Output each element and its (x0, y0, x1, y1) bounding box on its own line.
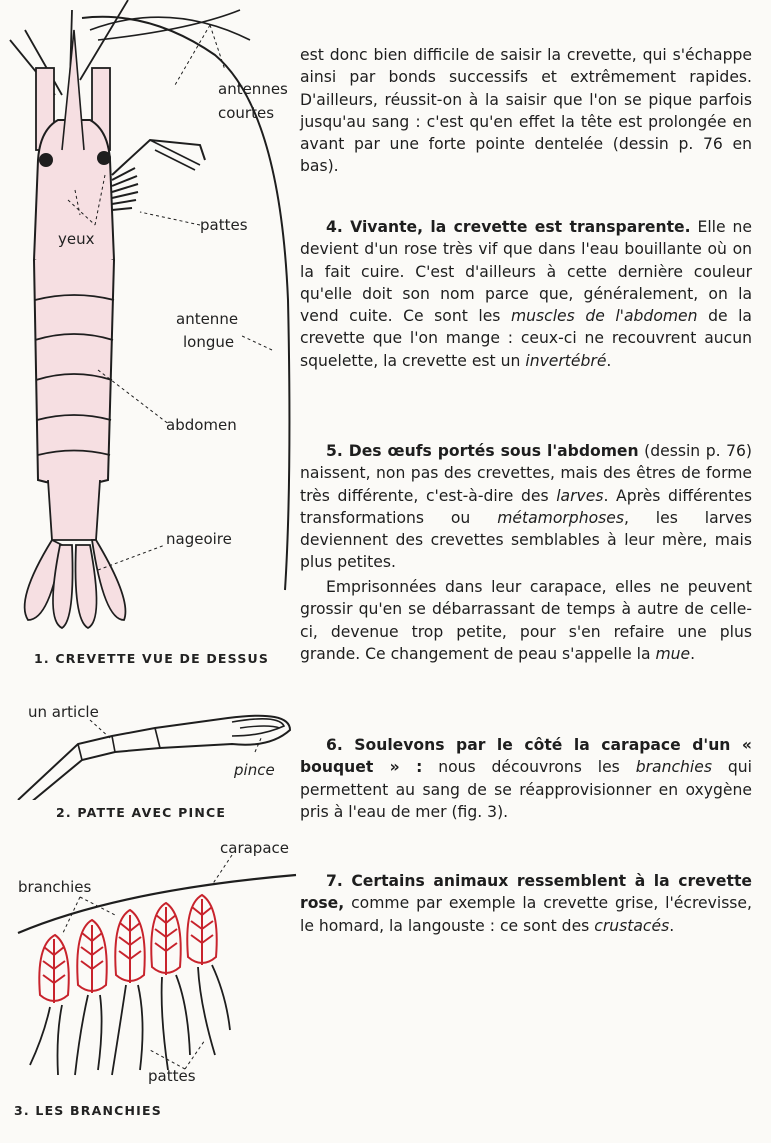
figure-gills (0, 835, 300, 1100)
label-antennes-courtes-1: antennes (218, 80, 288, 98)
label-abdomen: abdomen (166, 416, 237, 434)
front-leg (112, 140, 205, 175)
paragraph-5b: Emprisonnées dans leur carapace, elles ne peuvent grossir qu'en se débarrassant de temps à autre de celle-ci, devenue trop petite, pour s'en refaire une plus grande. Ce changement de peau s'appelle la mue. (300, 578, 752, 663)
paragraph-7: 7. Certains animaux ressemblent à la crevette rose, comme par exemple la crevette grise, l'écrevisse, le homard, la langouste : ce sont des crustacés. (300, 872, 752, 935)
leg-outline (18, 716, 290, 800)
label-carapace: carapace (220, 839, 289, 857)
paragraph-6-heading: 6. Soulevons par le côté la carapace d'un « bouquet » : (300, 736, 752, 777)
tail-fan (25, 540, 126, 628)
paragraph-6: 6. Soulevons par le côté la carapace d'un « bouquet » : nous découvrons les branchies qui permettent au sang de se réapprovisionner en oxygène pris à l'eau de mer (fig. 3). (300, 736, 752, 821)
label-pince: pince (234, 761, 275, 779)
label-antenne-longue-2: longue (183, 333, 235, 351)
figure-1-caption: 1. CREVETTE VUE DE DESSUS (34, 651, 270, 666)
paragraph-4-heading: 4. Vivante, la crevette est transparente. (326, 218, 691, 236)
label-yeux: yeux (58, 230, 95, 248)
rostrum (62, 30, 84, 150)
label-un-article: un article (28, 703, 99, 721)
figure-shrimp-top-view (0, 0, 300, 680)
paragraph-5-heading: 5. Des œufs portés sous l'abdomen (326, 442, 639, 460)
paragraph-4: 4. Vivante, la crevette est transparente. Elle ne devient d'un rose très vif que dans l'eau bouillante où on la fait cuire. C'est d'ailleurs à cette dernière couleur qu'elle doit son nom parce que, généralement, on la vend cuite. Ce sont les muscles de l'abdomen de la crevette que l'on mange : ceux-ci ne recouvrent aucun squelette, la crevette est un invertébré. (300, 218, 752, 370)
figure-3-caption: 3. LES BRANCHIES (14, 1103, 162, 1118)
label-antenne-longue-1: antenne (176, 310, 239, 328)
paragraph-5: 5. Des œufs portés sous l'abdomen (dessin p. 76) naissent, non pas des crevettes, mais des êtres de forme très différente, c'est-à-dire des larves. Après différentes transformations ou métamorphoses, les larves deviennent des crevettes semblables à leur mère, mais plus petites. (300, 442, 752, 572)
figure-leg-with-pincer (0, 690, 300, 800)
gill-group (39, 895, 216, 1003)
label-branchies: branchies (18, 878, 92, 896)
label-antennes-courtes-2: courtes (218, 104, 275, 122)
long-antenna-2 (90, 17, 250, 40)
legs-fringe (112, 168, 138, 210)
eye-left (39, 153, 53, 167)
label-nageoire: nageoire (166, 530, 232, 548)
paragraph-7-heading: 7. Certains animaux ressemblent à la crevette rose, (300, 872, 752, 913)
figure-2-caption: 2. PATTE AVEC PINCE (56, 805, 227, 820)
tail-segment (48, 480, 100, 540)
label-pattes-fig3: pattes (148, 1067, 196, 1085)
paragraph-intro: est donc bien difficile de saisir la crevette, qui s'échappe ainsi par bonds successifs et extrêmement rapides. D'ailleurs, réussit-on à la saisir que l'on se pique parfois jusqu'au sang : c'est qu'en effet la tête est prolongée en avant par une forte pointe dentelée (dessin p. 76 en bas). (300, 46, 752, 176)
label-pattes: pattes (200, 216, 248, 234)
eye-right (97, 151, 111, 165)
